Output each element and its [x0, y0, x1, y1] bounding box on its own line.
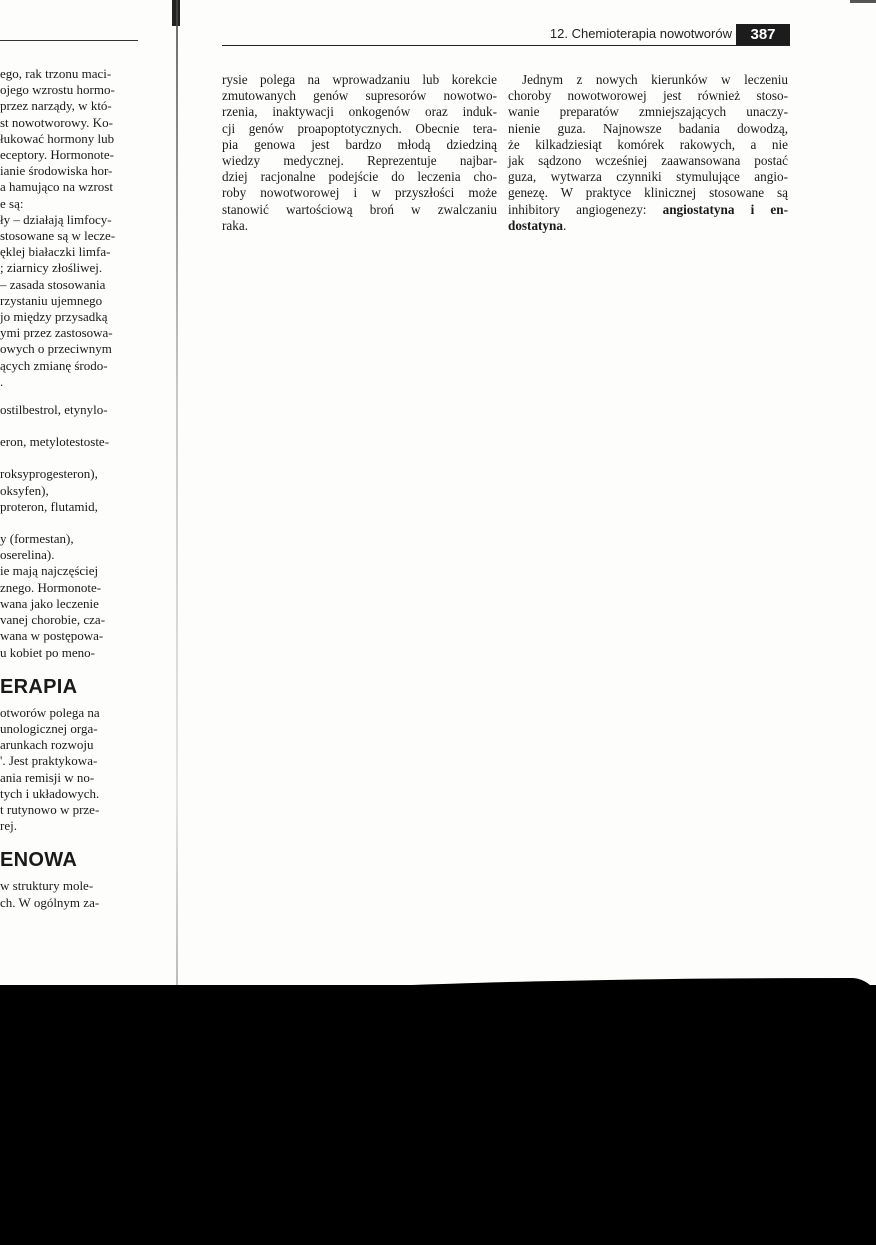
- text-line: rysie polega na wprowadzaniu lub korekcie: [222, 72, 497, 87]
- text-line: raka.: [222, 217, 248, 233]
- text-line: zmutowanych genów supresorów nowotwo-: [222, 88, 497, 104]
- text-line: arunkach rozwoju: [0, 737, 94, 753]
- text-line: wanie preparatów zmniejszających unaczy-: [508, 104, 788, 120]
- text-line: łukować hormony lub: [0, 130, 115, 146]
- running-title: 12. Chemioterapia nowotworów: [549, 26, 732, 41]
- text-line: y (formestan),: [0, 531, 74, 547]
- left-page-header-rule: [0, 40, 138, 41]
- text-line: oksyfen),: [0, 482, 49, 498]
- text-line: vanej chorobie, cza-: [0, 612, 106, 628]
- text-line: roksyprogesteron),: [0, 466, 98, 482]
- line-10-tail: .: [562, 217, 567, 233]
- text-line: wana w postępowa-: [0, 628, 104, 644]
- text-line: eceptory. Hormonote-: [0, 147, 114, 163]
- endostatin-term: dostatyna: [508, 217, 563, 233]
- text-line: oserelina).: [0, 547, 55, 563]
- left-text-block-c: [0, 434, 150, 450]
- text-line: nienie guza. Najnowsze badania dowodzą,: [508, 120, 788, 136]
- left-text-block-e: [0, 531, 150, 661]
- text-line: otworów polega na: [0, 704, 100, 720]
- text-line: owych o przeciwnym: [0, 341, 112, 357]
- text-line: rej.: [0, 818, 17, 834]
- text-line: u kobiet po meno-: [0, 644, 95, 660]
- book-gutter: [176, 0, 178, 990]
- text-line: rzenia, inaktywacji onkogenów oraz induk-: [222, 104, 497, 120]
- text-line: Jednym z nowych kierunków w leczeniu: [522, 72, 788, 87]
- text-line: przez narządy, w któ-: [0, 98, 112, 114]
- text-line: ianie środowiska hor-: [0, 163, 113, 179]
- left-text-block-a: [0, 66, 150, 390]
- text-line: jo między przysadką: [0, 309, 108, 325]
- text-line: że kilkadziesiąt komórek rakowych, a nie: [508, 136, 788, 152]
- column-2-line-9: [508, 202, 788, 218]
- text-line: ch. W ogólnym za-: [0, 894, 100, 910]
- text-line: eron, metylotestoste-: [0, 434, 110, 450]
- text-line: proteron, flutamid,: [0, 498, 98, 514]
- text-line: ania remisji w no-: [0, 769, 95, 785]
- left-text-block-b: [0, 402, 150, 418]
- text-line: cji genów proapoptotycznych. Obecnie tera-: [222, 120, 497, 136]
- column-2-lines: [508, 72, 788, 202]
- text-line: wiedzy medycznej. Reprezentuje najbar-: [222, 153, 497, 169]
- text-line: unologicznej orga-: [0, 720, 98, 736]
- left-section-heading-1: ERAPIA: [0, 675, 78, 698]
- header-rule: [222, 45, 789, 46]
- text-line: genezę. W praktyce klinicznej stosowane są: [508, 185, 788, 201]
- left-text-block-f: [0, 705, 150, 835]
- text-line: w struktury mole-: [0, 878, 94, 894]
- text-line: ły – działają limfocy-: [0, 211, 112, 227]
- text-line: t rutynowo w prze-: [0, 801, 100, 817]
- angiostatin-term: angiostatyna i en-: [662, 201, 788, 217]
- text-line: a hamująco na wzrost: [0, 179, 113, 195]
- text-line: znego. Hormonote-: [0, 579, 102, 595]
- line-9-text: inhibitory angiogenezy:: [508, 201, 663, 217]
- text-column-1: [222, 72, 497, 234]
- text-line: stosowane są w lecze-: [0, 228, 116, 244]
- text-line: ; ziarnicy złośliwej.: [0, 260, 103, 276]
- column-2-line-10: [508, 218, 788, 234]
- text-column-2: [508, 72, 788, 234]
- text-line: roby nowotworowej i w przyszłości może: [222, 185, 497, 201]
- page-number: 387: [736, 24, 790, 46]
- left-page-fragment: [0, 66, 150, 911]
- text-line: – zasada stosowania: [0, 276, 106, 292]
- text-line: stanowić wartościową broń w zwalczaniu: [222, 201, 497, 217]
- text-line: choroby nowotworowej jest również stoso-: [508, 88, 788, 104]
- text-line: ęklej białaczki limfa-: [0, 244, 111, 260]
- text-line: wana jako leczenie: [0, 595, 99, 611]
- text-line: ojego wzrostu hormo-: [0, 82, 115, 98]
- text-line: .: [0, 373, 4, 389]
- text-line: tych i układowych.: [0, 785, 100, 801]
- text-line: '. Jest praktykowa-: [0, 753, 98, 769]
- scanner-background: [0, 985, 876, 1245]
- left-text-block-g: [0, 878, 150, 910]
- text-line: rzystaniu ujemnego: [0, 292, 103, 308]
- text-line: ie mają najczęściej: [0, 563, 99, 579]
- text-line: ymi przez zastosowa-: [0, 325, 113, 341]
- text-line: jak sądzono wcześniej zaawansowana postać: [508, 153, 788, 169]
- text-line: st nowotworowy. Ko-: [0, 114, 113, 130]
- text-line: ących zmianę środo-: [0, 357, 108, 373]
- text-line: dziej racjonalne podejście do leczenia cho-: [222, 169, 497, 185]
- text-line: ego, rak trzonu maci-: [0, 66, 112, 81]
- text-line: guza, wytwarza czynniki stymulujące angio-: [508, 169, 788, 185]
- text-line: ostilbestrol, etynylo-: [0, 402, 108, 418]
- text-line: pia genowa jest bardzo młodą dziedziną: [222, 136, 497, 152]
- left-text-block-d: [0, 466, 150, 515]
- text-line: e są:: [0, 195, 24, 211]
- left-section-heading-2: ENOWA: [0, 849, 78, 872]
- scan-edge-mark: [850, 0, 876, 3]
